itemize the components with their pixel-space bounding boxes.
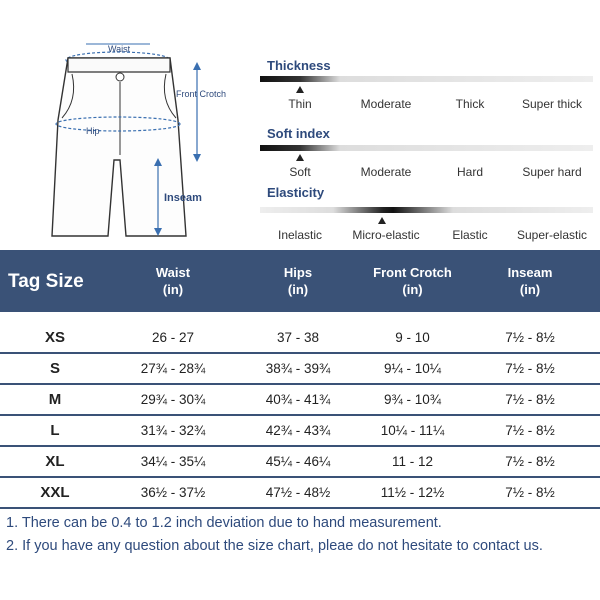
thickness-level: Thick [455,97,485,111]
size-cell: XXL [40,484,70,501]
soft-index-title: Soft index [267,126,330,141]
table-row [0,416,600,447]
table-row [0,354,600,385]
header-waist-label: Waist [155,265,191,280]
front-crotch-label: Front Crotch [176,89,227,99]
size-cell: XL [45,453,65,470]
hips-cell: 37 - 38 [276,330,320,345]
soft-index-level: Super hard [522,165,582,179]
size-cell: S [49,360,60,377]
front-crotch-cell: 9¼ - 10¼ [383,361,442,376]
thickness-title: Thickness [267,58,331,73]
elasticity-level: Inelastic [277,228,323,242]
soft-index-level: Moderate [360,165,412,179]
table-row [0,447,600,478]
hip-label: Hip [86,126,100,136]
inseam-cell: 7½ - 8½ [505,423,555,438]
elasticity-title: Elasticity [267,185,325,200]
hips-cell: 42¾ - 43¾ [265,423,331,438]
hips-cell: 47½ - 48½ [265,485,331,500]
waistband [68,58,170,72]
thickness-level: Thin [288,97,312,111]
elasticity-levels [260,228,593,244]
size-table-body [0,323,600,509]
front-crotch-cell: 11 - 12 [391,454,434,469]
inseam-cell: 7½ - 8½ [505,392,555,407]
inseam-cell: 7½ - 8½ [505,361,555,376]
waist-cell: 29¾ - 30¾ [140,392,206,407]
soft-index-level: Hard [456,165,484,179]
header-inseam [475,250,585,312]
thickness-level: Moderate [360,97,412,111]
header-tag-size-label: Tag Size [8,270,84,292]
thickness-levels [260,97,593,113]
size-cell: M [48,391,62,408]
hips-cell: 40¾ - 41¾ [265,392,331,407]
front-crotch-cell: 10¼ - 11¼ [380,423,445,438]
waist-cell: 26 - 27 [151,330,195,345]
hips-cell: 45¼ - 46¼ [265,454,331,469]
thickness-bar [260,76,593,82]
soft-index-level: Soft [289,165,311,179]
inseam-cell: 7½ - 8½ [505,485,555,500]
front-crotch-arrow-top [193,62,201,70]
table-row [0,478,600,509]
header-front-crotch-unit: (in) [402,282,423,297]
note-contact-us: 2. If you have any question about the size chart, pleae do not hesitate to contact us. [6,538,543,554]
shorts-measurement-diagram [0,0,250,245]
header-front-crotch-label: Front Crotch [373,265,452,280]
front-crotch-arrow-bottom [193,154,201,162]
thickness-level: Super thick [521,97,583,111]
front-crotch-cell: 9¾ - 10¾ [383,392,442,407]
hips-cell: 38¾ - 39¾ [265,361,331,376]
table-row [0,323,600,354]
inseam-cell: 7½ - 8½ [505,330,555,345]
soft-index-indicator-icon [296,154,304,161]
thickness-indicator-icon [296,86,304,93]
elasticity-level: Elastic [452,228,488,242]
header-tag-size [8,250,108,312]
elasticity-indicator-icon [378,217,386,224]
waist-cell: 34¼ - 35¼ [140,454,206,469]
header-hips [243,250,353,312]
header-hips-unit: (in) [287,282,309,297]
size-cell: L [50,422,60,439]
soft-index-bar [260,145,593,151]
size-cell: XS [44,329,65,346]
waist-cell: 36½ - 37½ [140,485,206,500]
header-inseam-unit: (in) [519,282,541,297]
inseam-label: Inseam [164,192,202,204]
header-front-crotch [355,250,470,312]
note-measurement-deviation: 1. There can be 0.4 to 1.2 inch deviation due to hand measurement. [6,515,442,531]
header-inseam-label: Inseam [507,265,553,280]
front-crotch-cell: 9 - 10 [395,330,430,345]
waist-cell: 31¾ - 32¾ [140,423,206,438]
inseam-cell: 7½ - 8½ [505,454,555,469]
waist-label: Waist [108,44,131,54]
table-row [0,385,600,416]
size-table-header [0,250,600,312]
elasticity-bar [260,207,593,213]
elasticity-level: Micro-elastic [352,228,420,242]
header-hips-label: Hips [283,265,313,280]
elasticity-level: Super-elastic [516,228,588,242]
soft-index-levels [260,165,593,181]
front-crotch-cell: 11½ - 12½ [380,485,445,500]
header-waist [118,250,228,312]
header-waist-unit: (in) [162,282,184,297]
waist-cell: 27¾ - 28¾ [140,361,206,376]
button [116,73,124,81]
shorts-outline [52,58,186,236]
